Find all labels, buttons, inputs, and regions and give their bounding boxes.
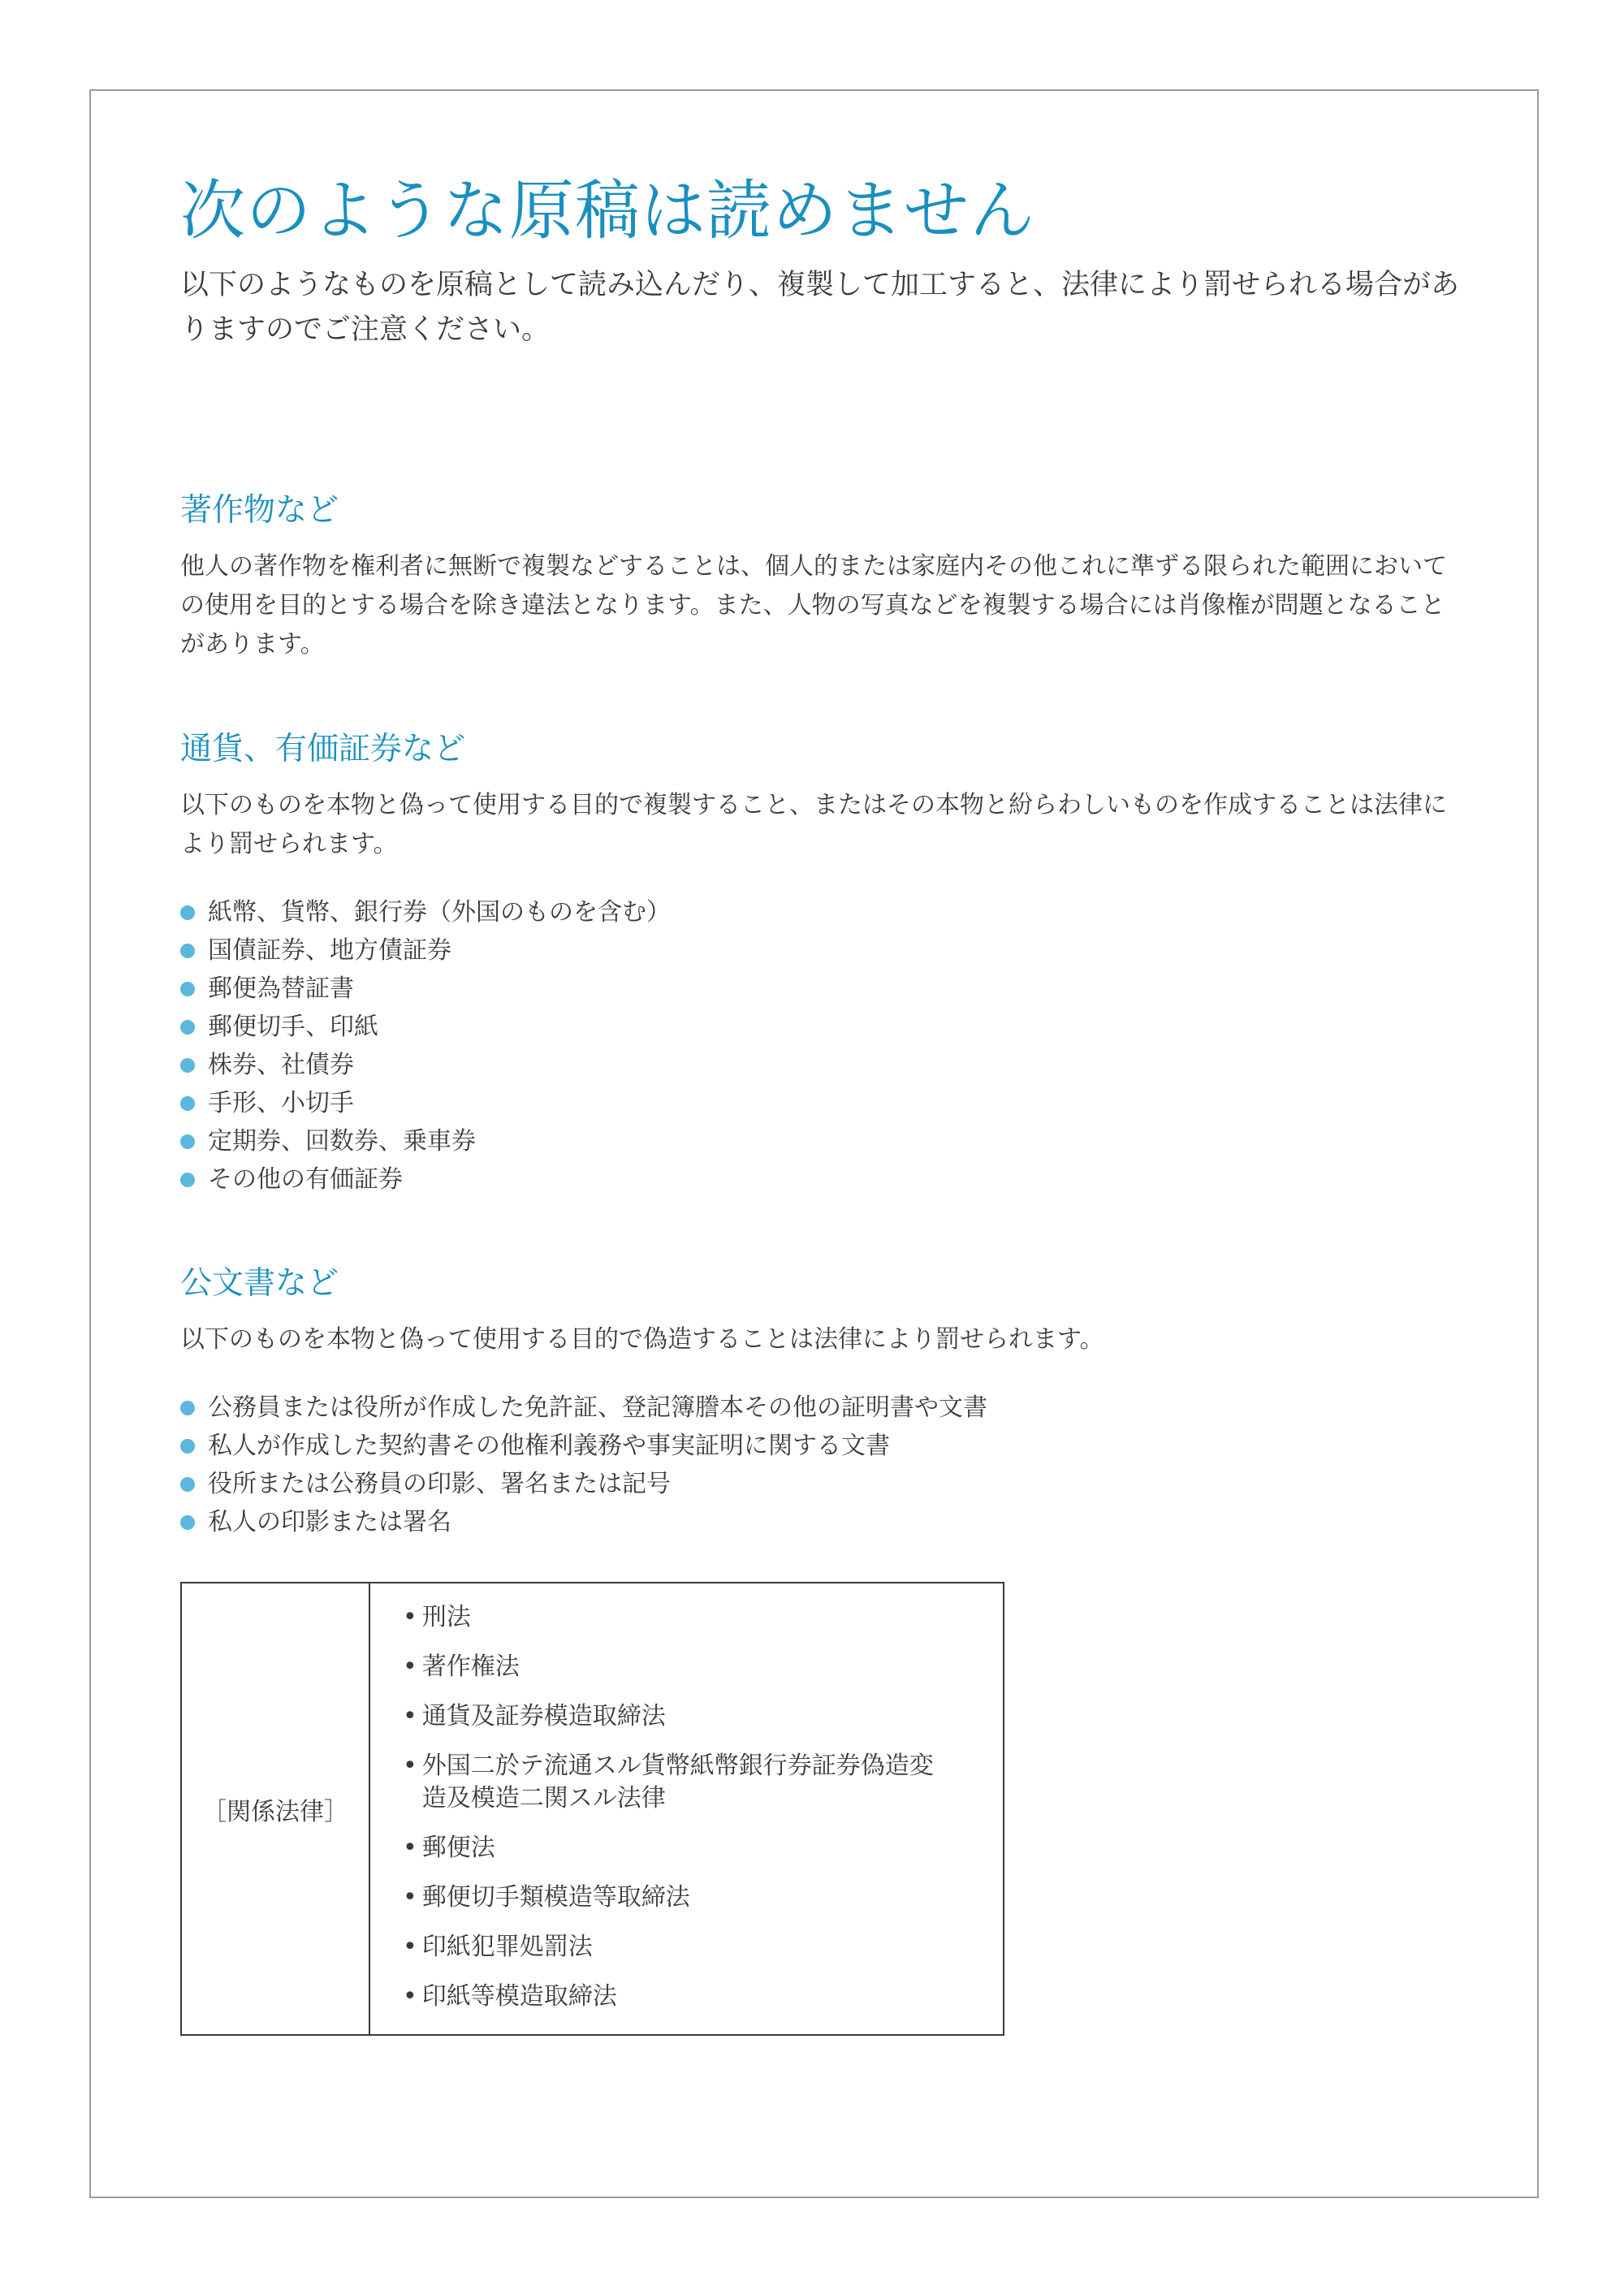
law-bullet: •	[403, 1702, 417, 1730]
law-item	[403, 1881, 955, 1914]
page-title: 次のような原稿は読めません	[180, 173, 1035, 248]
law-item	[403, 1931, 955, 1964]
list-item-label: 私人の印影または署名	[208, 1508, 451, 1536]
law-item-label: 刑法	[421, 1603, 471, 1631]
law-item-label: 外国二於テ流通スル貨幣紙幣銀行券証券偽造変造及模造二関スル法律	[421, 1752, 934, 1812]
bullet-dot-icon	[180, 1020, 195, 1035]
list-item-label: 私人が作成した契約書その他権利義務や事実証明に関する文書	[208, 1432, 890, 1460]
bullet-dot-icon	[180, 1134, 195, 1149]
law-item	[403, 1832, 955, 1864]
bullet-dot-icon	[180, 1477, 195, 1492]
list-item-label: 株券、社債券	[208, 1051, 354, 1079]
currency-list	[180, 893, 1463, 1199]
list-item-label: 役所または公務員の印影、署名または記号	[208, 1470, 671, 1498]
bullet-dot-icon	[180, 944, 195, 958]
bullet-dot-icon	[180, 1401, 195, 1415]
list-item	[180, 1160, 1463, 1199]
section-copyright	[180, 490, 1463, 664]
law-bullet: •	[403, 1933, 417, 1961]
law-bullet: •	[403, 1652, 417, 1681]
list-item	[180, 893, 1463, 931]
bullet-dot-icon	[180, 905, 195, 920]
section-title: 通貨、有価証券など	[180, 731, 466, 767]
law-item-label: 郵便切手類模造等取締法	[421, 1883, 690, 1912]
law-item-label: 郵便法	[421, 1834, 495, 1862]
law-bullet: •	[403, 1982, 417, 2011]
list-item-label: 国債証券、地方債証券	[208, 936, 451, 965]
law-item-label: 通貨及証券模造取締法	[421, 1702, 666, 1730]
list-item	[180, 1046, 1463, 1084]
law-bullet: •	[403, 1883, 417, 1912]
related-laws-label: ［関係法律］	[182, 1583, 370, 2034]
list-item	[180, 1427, 1463, 1465]
section-official-documents	[180, 1264, 1463, 1541]
law-item	[403, 1981, 955, 2013]
list-item	[180, 1122, 1463, 1160]
law-item-label: 著作権法	[421, 1652, 520, 1681]
law-item	[403, 1601, 955, 1634]
list-item	[180, 1503, 1463, 1541]
list-item-label: 紙幣、貨幣、銀行券（外国のものを含む）	[208, 898, 671, 927]
list-item-label: 手形、小切手	[208, 1089, 354, 1117]
law-item	[403, 1700, 955, 1733]
law-bullet: •	[403, 1834, 417, 1862]
related-laws-table	[180, 1582, 1004, 2036]
law-item-label: 印紙犯罪処罰法	[421, 1933, 593, 1961]
page-content	[180, 171, 1463, 2036]
list-item-label: その他の有価証券	[208, 1165, 403, 1194]
list-item-label: 郵便切手、印紙	[208, 1013, 378, 1041]
section-title: 著作物など	[180, 492, 339, 529]
bullet-dot-icon	[180, 1096, 195, 1111]
list-item-label: 定期券、回数券、乗車券	[208, 1127, 476, 1156]
section-title: 公文書など	[180, 1265, 339, 1302]
bullet-dot-icon	[180, 1173, 195, 1187]
law-item-label: 印紙等模造取締法	[421, 1982, 617, 2011]
law-bullet: •	[403, 1603, 417, 1631]
law-item	[403, 1651, 955, 1683]
documents-list	[180, 1389, 1463, 1541]
list-item	[180, 931, 1463, 970]
list-item	[180, 1465, 1463, 1503]
list-item-label: 公務員または役所が作成した免許証、登記簿謄本その他の証明書や文書	[208, 1393, 987, 1422]
related-laws-list	[370, 1583, 1003, 2034]
bullet-dot-icon	[180, 982, 195, 996]
intro-text: 以下のようなものを原稿として読み込んだり、複製して加工すると、法律により罰せられる場合がありますのでご注意ください。	[180, 269, 1460, 346]
section-text: 以下のものを本物と偽って使用する目的で偽造することは法律により罰せられます。	[180, 1325, 1104, 1354]
section-text: 他人の著作物を権利者に無断で複製などすることは、個人的または家庭内その他これに準ずる限られた範囲においての使用を目的とする場合を除き違法となります。また、人物の写真などを複製する場合には肖像権が問題となることがあります。	[180, 552, 1447, 659]
law-bullet: •	[403, 1752, 417, 1780]
list-item	[180, 1008, 1463, 1046]
list-item	[180, 1084, 1463, 1122]
bullet-dot-icon	[180, 1058, 195, 1073]
list-item	[180, 970, 1463, 1008]
law-item	[403, 1750, 955, 1815]
section-text: 以下のものを本物と偽って使用する目的で複製すること、またはその本物と紛らわしいものを作成することは法律により罰せられます。	[180, 791, 1447, 858]
bullet-dot-icon	[180, 1515, 195, 1530]
list-item	[180, 1389, 1463, 1427]
bullet-dot-icon	[180, 1439, 195, 1454]
section-currency	[180, 729, 1463, 1199]
list-item-label: 郵便為替証書	[208, 974, 354, 1003]
